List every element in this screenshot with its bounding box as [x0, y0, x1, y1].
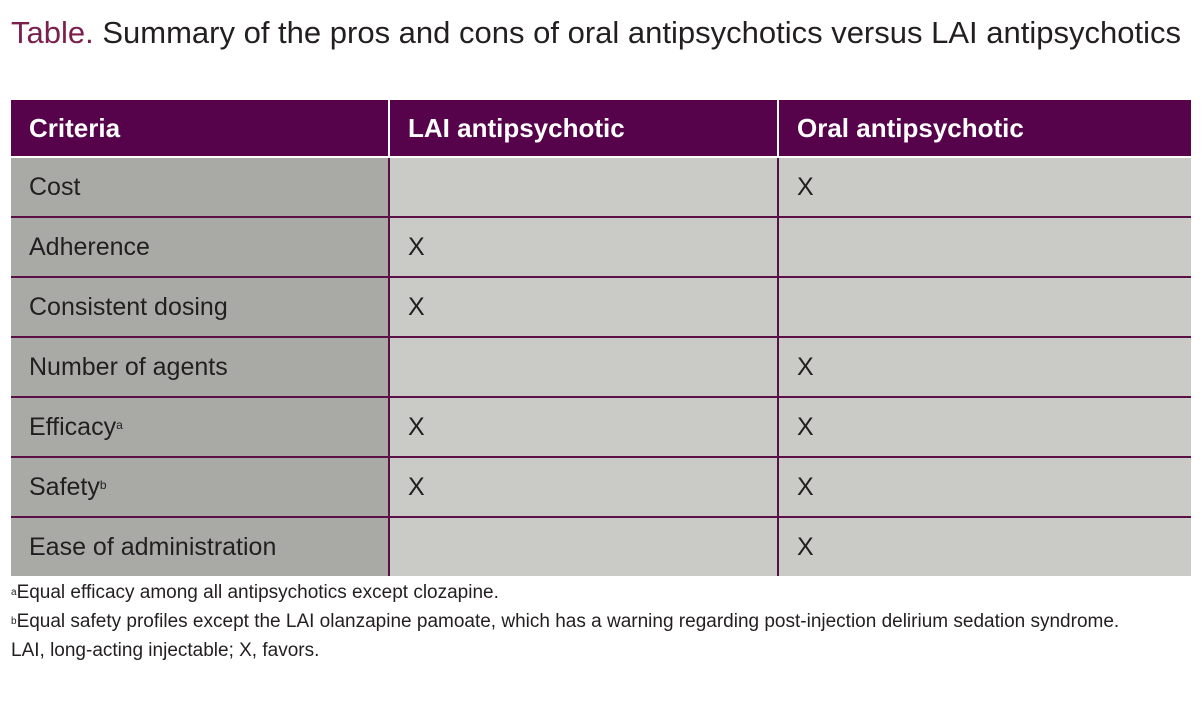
title-text: Summary of the pros and cons of oral antipsychotics versus LAI antipsychotics [93, 15, 1181, 50]
footnote-marker: a [116, 418, 123, 432]
oral-cell: X [777, 518, 1191, 576]
criteria-cell: Cost [11, 158, 388, 216]
lai-cell [388, 518, 777, 576]
lai-cell [388, 338, 777, 396]
table-row [11, 338, 1191, 398]
footnote-marker: b [99, 478, 107, 492]
comparison-table [11, 100, 1191, 576]
criteria-cell: Consistent dosing [11, 278, 388, 336]
footnote-b: $^b$Equal safety profiles except the LAI olanzapine pamoate, which has a warning regarding post-injection delirium sedation syndrome. [11, 611, 1120, 632]
criteria-cell: Safety $^b$ [11, 458, 388, 516]
table-row [11, 398, 1191, 458]
oral-cell: X [777, 398, 1191, 456]
criteria-cell: Ease of administration [11, 518, 388, 576]
oral-cell [777, 278, 1191, 336]
table-row [11, 158, 1191, 218]
lai-cell: X [388, 458, 777, 516]
table-header-row [11, 100, 1191, 158]
criteria-cell: Efficacy $^a$ [11, 398, 388, 456]
table-row [11, 518, 1191, 576]
table-row [11, 458, 1191, 518]
header-criteria: Criteria [29, 112, 121, 143]
lai-cell: X [388, 218, 777, 276]
title-label: Table. [11, 15, 94, 50]
abbreviations-note: LAI, long-acting injectable; X, favors. [11, 640, 320, 661]
table-row [11, 218, 1191, 278]
oral-cell [777, 218, 1191, 276]
footnotes [11, 581, 1191, 668]
oral-cell: X [777, 338, 1191, 396]
header-oral: Oral antipsychotic [777, 100, 1191, 156]
table-row [11, 278, 1191, 338]
criteria-cell: Number of agents [11, 338, 388, 396]
lai-cell: X [388, 278, 777, 336]
criteria-cell: Adherence [11, 218, 388, 276]
table-title [11, 14, 1201, 52]
lai-cell: X [388, 398, 777, 456]
footnote-a: $^a$Equal efficacy among all antipsychotics except clozapine. [11, 582, 499, 603]
header-lai: LAI antipsychotic [388, 100, 777, 156]
oral-cell: X [777, 458, 1191, 516]
lai-cell [388, 158, 777, 216]
oral-cell: X [777, 158, 1191, 216]
